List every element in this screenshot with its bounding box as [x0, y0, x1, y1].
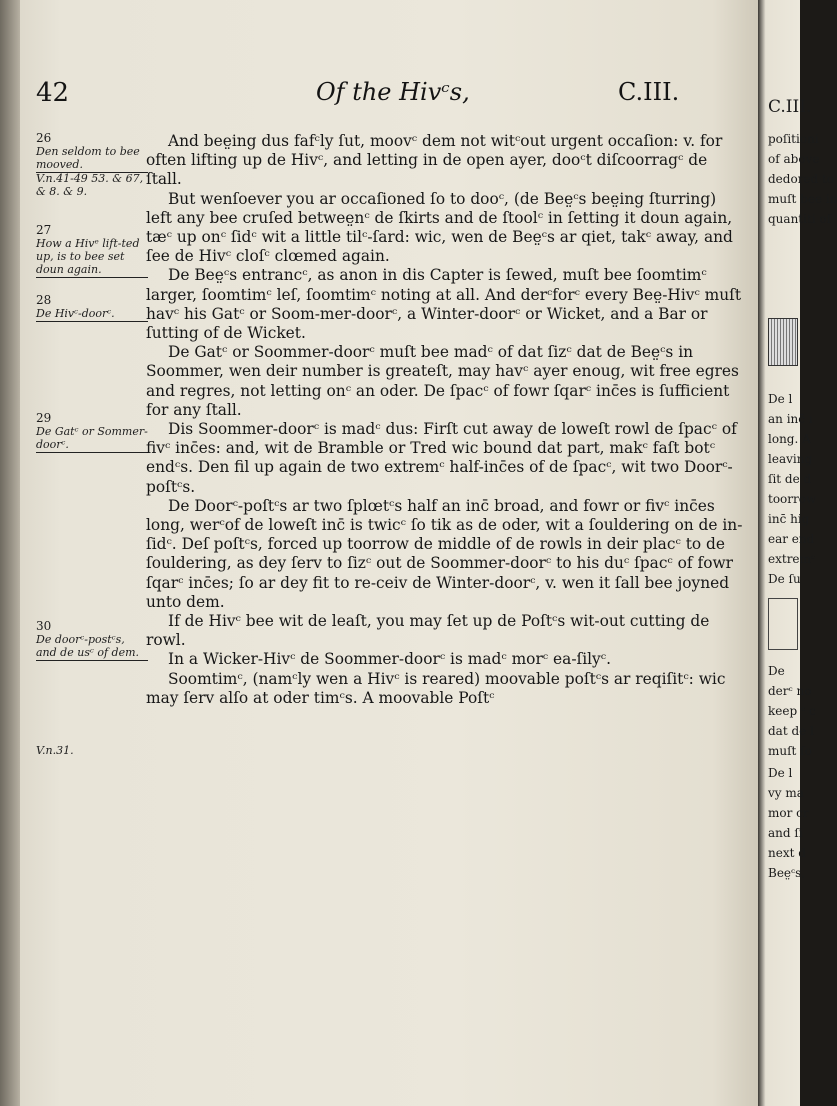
paragraph: In a Wicker-Hivᶜ de Soommer-doorᶜ is madᶜ morᶜ ea-ſilyᶜ.: [168, 650, 611, 669]
facing-page-fragment: De ſu: [768, 572, 801, 586]
facing-page-fragment: muſt ſo: [768, 744, 812, 758]
margin-note-text: De Hivᶜ-doorᶜ.: [36, 307, 148, 322]
page-gutter: [0, 0, 20, 1106]
facing-page-fragment: quantiti of: [768, 212, 832, 226]
facing-page-illustration: [768, 318, 798, 366]
margin-note-text: De doorᶜ-postᶜs, and de usᶜ of dem.: [36, 633, 148, 661]
facing-page-fragment: dat de l: [768, 724, 814, 738]
facing-page-fragment: of above: [768, 152, 820, 166]
paragraph: De Doorᶜ-poſtᶜs ar two ſplœtᶜs half an inc̄ broad, and fowr or fivᶜ inc̄es long, werᶜof de loweſt inc̄ is twicᶜ ſo tik as de oder, wit a ſouldering on de in-ſidᶜ. Deſ poſtᶜs, forced up toorrow de middle of de rowls in deir placᶜ to de ſouldering, as dey ſerv to ſizᶜ out de Soommer-doorᶜ to his duᶜ ſpacᶜ of fowr ſqarᶜ inc̄es; ſo ar dey fit to re-ceiv de Winter-doorᶜ, v. wen it ſall bee joyned unto dem.: [146, 496, 743, 611]
facing-page-fragment: inc̄ hig: [768, 512, 810, 526]
facing-page-fragment: and ſi: [768, 826, 803, 840]
margin-note: [36, 224, 148, 278]
running-title: Of the Hivᶜs,: [316, 78, 470, 106]
facing-page-fragment: C.III.: [768, 97, 812, 117]
paragraph: De Bee̤ᶜs entrancᶜ, as anon in dis Capter is ſewed, muſt bee ſoomtimᶜ larger, ſoomtimᶜ leſ, ſoomtimᶜ noting at all. And derᶜforᶜ every Bee̤-Hivᶜ muſt havᶜ his Gatᶜ or Soom-mer-doorᶜ, a Winter-doorᶜ or Wicket, and a Bar or ſutting of de Wicket.: [146, 266, 742, 343]
paragraph: But wenſoever you ar occaſioned ſo to dooᶜ, (de Bee̤ᶜs bee̤ing ſturring) left any bee cruſed betwee̤nᶜ de ſkirts and de ſtoolᶜ in ſetting it doun again, tæᶜ up onᶜ ſidᶜ wit a little tilᶜ-ſard: wic, wen de Bee̤ᶜs ar qiet, takᶜ away, and ſee de Hivᶜ cloſᶜ clœmed again.: [146, 189, 733, 266]
paragraph: De Gatᶜ or Soommer-doorᶜ muſt bee madᶜ of dat ſizᶜ dat de Bee̤ᶜs in Soommer, wen deir number is greateſt, may havᶜ ayer enoug, wit free egres and regres, not letting onᶜ an oder. De ſpacᶜ of fowr ſqarᶜ inc̄es is ſufficient for any ſtall.: [146, 343, 739, 419]
margin-note: [36, 412, 148, 453]
chapter-label: C.III.: [618, 78, 680, 106]
facing-page-fragment: an inc̄ ı: [768, 412, 813, 426]
paragraph: And bee̤ing dus fafᶜly ſut, moovᶜ dem not witᶜout urgent occaſion: v. for often lifting up de Hivᶜ, and letting in de open ayer, dooᶜt diſcoorragᶜ de ſtall.: [146, 132, 723, 189]
margin-note-text: V.n.31.: [36, 744, 74, 757]
margin-note: [36, 172, 148, 198]
facing-page-fragment: De l: [768, 392, 793, 406]
margin-note-text: How a Hivᵉ lift-ted up, is to bee set doun again.: [36, 237, 148, 278]
margin-note: [36, 620, 148, 661]
facing-page-fragment: next d: [768, 846, 806, 860]
facing-page-fragment: dedored to: [768, 172, 835, 186]
facing-page-fragment: ſit de d: [768, 472, 812, 486]
page-number: 42: [36, 78, 70, 108]
margin-note-number: 29: [36, 411, 52, 425]
paragraph: Soomtimᶜ, (namᶜly wen a Hivᶜ is reared) moovable poſtᶜs ar reqiſitᶜ: wic may ſerv alſo at oder timᶜs. A moovable Poſtᶜ: [146, 669, 726, 707]
facing-page-fragment: muſt bee in: [768, 192, 837, 206]
facing-page-fragment: extremᶜ: [768, 552, 816, 566]
margin-note-number: 27: [36, 223, 52, 237]
margin-note-number: 26: [36, 131, 52, 145]
facing-page-fragment: mor cr: [768, 806, 809, 820]
margin-note: [36, 744, 148, 757]
paragraph: If de Hivᶜ bee wit de leaſt, you may ſet up de Poſtᶜs wit-out cutting de rowl.: [146, 612, 710, 650]
margin-note-number: 30: [36, 619, 52, 633]
facing-page-fragment: derᶜ no: [768, 684, 812, 698]
margin-note: [36, 294, 148, 322]
margin-note-text: V.n.41-49 53. & 67, & 8. & 9.: [36, 172, 144, 198]
body-text: [146, 132, 746, 708]
margin-note: [36, 132, 148, 173]
facing-page-fragment: De l: [768, 766, 793, 780]
facing-page-fragment: vy ma: [768, 786, 804, 800]
page-header: [36, 78, 736, 108]
facing-page-fragment: De: [768, 664, 785, 678]
facing-page-illustration: [768, 598, 798, 650]
facing-page-fragment: toorrow: [768, 492, 817, 506]
facing-page-fragment: ear end: [768, 532, 815, 546]
facing-page-fragment: Bee̤ᶜs,: [768, 866, 806, 880]
facing-page-fragment: poſitioni: [768, 132, 819, 146]
paragraph: Dis Soommer-doorᶜ is madᶜ dus: Firſt cut away de loweſt rowl de ſpacᶜ of fivᶜ inc̄es: and, wit de Bramble or Tred wic bound dat part, makᶜ faſt botᶜ endᶜs. Den fil up again de two extremᶜ half-inc̄es of de ſpacᶜ, wit two Doorᶜ-poſtᶜs.: [146, 420, 737, 496]
facing-page: [758, 0, 837, 1106]
facing-page-fragment: long. A: [768, 432, 811, 446]
margin-note-text: Den seldom to bee mooved.: [36, 145, 148, 173]
margin-note-text: De Gatᶜ or Sommer-doorᶜ.: [36, 425, 148, 451]
facing-page-fragment: leaving: [768, 452, 813, 466]
margin-note-number: 28: [36, 293, 52, 307]
facing-page-fragment: keep ᶜ c: [768, 704, 816, 718]
